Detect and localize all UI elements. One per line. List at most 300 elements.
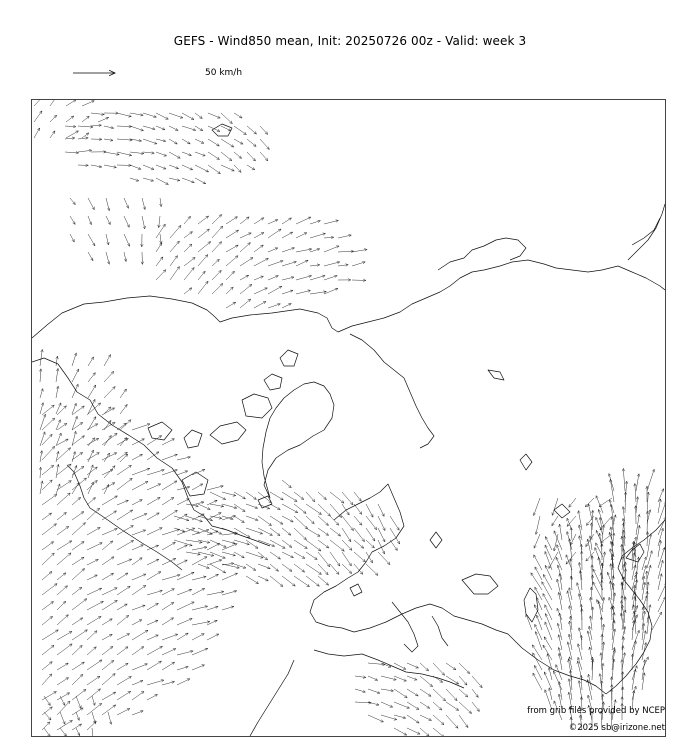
wind-arrow: [342, 552, 351, 566]
wind-arrow: [210, 564, 226, 573]
wind-arrow: [192, 484, 203, 490]
wind-arrow: [162, 575, 180, 580]
wind-arrow-head: [370, 560, 373, 563]
wind-arrow: [192, 557, 207, 565]
wind-arrow: [612, 517, 614, 535]
wind-arrow-head: [289, 218, 292, 221]
wind-arrow: [102, 573, 114, 580]
wind-arrow: [147, 572, 161, 580]
wind-arrow: [120, 420, 131, 430]
wind-arrow: [87, 647, 96, 655]
wind-arrow: [270, 516, 283, 524]
wind-arrow: [270, 552, 281, 559]
wind-arrow: [310, 276, 325, 280]
wind-arrow: [636, 474, 639, 491]
wind-arrow: [72, 557, 84, 565]
wind-arrow: [162, 454, 177, 460]
wind-arrow: [42, 692, 56, 701]
wind-arrow: [306, 540, 321, 551]
wind-arrow-head: [231, 145, 234, 148]
wind-arrow: [40, 369, 41, 382]
wind-arrow: [57, 678, 69, 685]
wind-arrow-head: [416, 707, 419, 710]
wind-arrow: [57, 493, 70, 505]
wind-arrow: [658, 540, 661, 557]
wind-arrow: [381, 702, 393, 707]
wind-arrow: [234, 552, 244, 558]
wind-arrow-head: [372, 538, 375, 541]
wind-arrow-head: [304, 546, 307, 549]
wind-arrow: [169, 113, 183, 118]
wind-arrow: [72, 674, 83, 685]
wind-arrow: [381, 715, 397, 720]
wind-arrow: [162, 634, 178, 640]
wind-arrow-head: [243, 496, 246, 499]
wind-arrow: [208, 152, 220, 160]
wind-arrow: [533, 673, 542, 690]
wind-arrow: [354, 564, 363, 574]
wind-arrow: [282, 552, 294, 558]
wind-arrow: [611, 564, 612, 581]
wind-arrow-head: [187, 141, 190, 144]
wind-arrow: [98, 117, 109, 122]
wind-arrow-head: [440, 680, 443, 683]
wind-arrow: [330, 528, 341, 536]
wind-arrow: [70, 234, 74, 242]
wind-arrow: [57, 720, 72, 730]
wind-arrow: [156, 243, 162, 252]
wind-arrow: [459, 689, 468, 697]
wind-arrow: [104, 466, 115, 478]
wind-arrow: [318, 552, 330, 567]
wind-arrow: [182, 113, 194, 120]
wind-arrow: [560, 524, 563, 540]
wind-arrow-head: [93, 385, 96, 388]
wind-arrow: [147, 635, 158, 640]
wind-arrow-head: [109, 435, 112, 438]
wind-arrow-head: [397, 527, 400, 530]
wind-arrow-head: [278, 229, 281, 232]
wind-arrow: [531, 573, 542, 590]
wind-arrow: [554, 534, 558, 551]
wind-arrow: [156, 113, 168, 119]
wind-arrow: [254, 233, 264, 239]
wind-arrow: [70, 216, 75, 224]
wind-arrow: [545, 605, 552, 620]
wind-arrow: [226, 245, 238, 252]
wind-arrow: [57, 615, 68, 625]
wind-arrow: [433, 689, 446, 701]
wind-arrow: [459, 663, 470, 674]
wind-arrow: [147, 559, 159, 565]
wind-arrow: [258, 576, 268, 581]
wind-arrow: [535, 567, 542, 580]
wind-arrow: [282, 492, 297, 502]
wind-arrow: [222, 573, 238, 580]
wind-arrow: [433, 702, 442, 710]
wind-arrow: [342, 516, 354, 531]
wind-arrow: [82, 133, 89, 138]
wind-arrow: [260, 126, 268, 134]
wind-arrow: [310, 292, 326, 294]
wind-arrow: [536, 516, 540, 535]
wind-arrow: [87, 467, 97, 475]
wind-arrow: [34, 111, 42, 122]
wind-arrow: [258, 552, 268, 560]
wind-arrow-head: [319, 512, 322, 515]
wind-arrow: [318, 528, 329, 535]
wind-arrow: [102, 692, 116, 700]
wind-arrow: [366, 540, 374, 548]
wind-arrow: [258, 540, 275, 546]
wind-arrow: [42, 630, 58, 640]
wind-arrow: [368, 676, 378, 680]
wind-arrow: [433, 728, 444, 736]
wind-arrow: [143, 139, 157, 144]
wind-arrow: [324, 288, 338, 294]
wind-arrow: [102, 705, 116, 715]
wind-arrow: [102, 646, 113, 655]
wind-arrow: [632, 630, 639, 650]
wind-arrow: [87, 588, 102, 595]
wind-arrow: [170, 241, 179, 252]
wind-arrow: [268, 220, 278, 224]
wind-arrow: [162, 481, 177, 490]
wind-arrow: [169, 139, 177, 144]
copyright-credit: ©2025 sb@irizone.net: [568, 723, 665, 733]
wind-arrow: [636, 572, 637, 591]
wind-arrow-head: [200, 128, 203, 131]
wind-arrow-head: [397, 541, 400, 544]
wind-arrow: [282, 576, 295, 586]
wind-arrow: [602, 663, 603, 680]
wind-arrow: [282, 540, 292, 547]
wind-arrow: [578, 511, 582, 530]
wind-arrow-head: [64, 423, 67, 426]
wind-arrow: [147, 591, 162, 596]
wind-arrow: [57, 693, 70, 700]
wind-arrow: [88, 465, 93, 478]
wind-arrow-head: [81, 557, 84, 560]
wind-arrow: [368, 715, 384, 722]
wind-arrow: [102, 541, 113, 550]
wind-arrow: [102, 634, 112, 640]
wind-arrow: [407, 715, 419, 723]
wind-arrow-head: [174, 142, 177, 145]
wind-arrow: [352, 249, 367, 252]
wind-arrow-head: [235, 217, 238, 220]
wind-arrow: [597, 600, 603, 613]
wind-vectors: [34, 100, 665, 736]
wind-arrow-head: [65, 663, 68, 666]
wind-arrow: [104, 484, 109, 494]
wind-arrow: [156, 152, 167, 156]
wind-arrow: [246, 564, 256, 570]
wind-arrow: [342, 504, 349, 515]
wind-arrow: [226, 230, 239, 238]
wind-arrow: [72, 523, 86, 535]
wind-arrow: [207, 574, 219, 580]
wind-arrow: [208, 113, 220, 118]
wind-arrow: [132, 530, 146, 535]
wind-arrow: [65, 126, 76, 127]
wind-arrow: [156, 270, 166, 280]
wind-arrow: [117, 647, 128, 655]
wind-arrow-head: [111, 557, 114, 560]
wind-arrow: [632, 620, 634, 640]
wind-arrow: [545, 622, 552, 640]
wind-arrow-head: [456, 708, 459, 711]
wind-arrow-head: [93, 243, 95, 246]
wind-arrow: [87, 559, 98, 565]
wind-arrow-head: [395, 548, 398, 551]
wind-arrow: [212, 215, 222, 225]
wind-arrow: [102, 496, 117, 505]
wind-arrow: [210, 492, 226, 500]
wind-arrow-head: [79, 724, 82, 727]
wind-arrow: [260, 152, 268, 161]
wind-arrow: [82, 116, 89, 122]
wind-arrow: [88, 216, 91, 225]
wind-arrow: [366, 516, 377, 530]
wind-arrow: [636, 525, 640, 546]
wind-arrow-head: [217, 157, 220, 160]
wind-arrow: [246, 504, 258, 508]
wind-arrow: [147, 484, 161, 490]
wind-arrow: [306, 528, 320, 536]
wind-arrow: [102, 483, 115, 490]
wind-arrow-head: [171, 602, 174, 605]
wind-arrow: [559, 592, 562, 610]
wind-arrow: [120, 404, 127, 414]
wind-arrow-head: [664, 583, 665, 586]
wind-arrow: [543, 594, 552, 611]
wind-arrow: [222, 544, 237, 550]
wind-arrow: [87, 575, 97, 580]
wind-arrow: [195, 126, 203, 131]
wind-arrow: [282, 480, 291, 488]
wind-arrow: [102, 557, 114, 565]
wind-arrow: [390, 540, 397, 551]
wind-arrow: [378, 516, 385, 531]
wind-arrow: [407, 663, 419, 668]
wind-arrow: [184, 288, 192, 294]
wind-arrow: [34, 128, 40, 138]
wind-arrow: [366, 552, 373, 563]
wind-arrow: [72, 662, 84, 670]
wind-arrow: [156, 257, 163, 266]
wind-arrow: [42, 645, 54, 655]
wind-arrow: [310, 233, 326, 238]
wind-arrow: [132, 664, 148, 670]
wind-arrow: [240, 243, 250, 252]
wind-arrow: [296, 233, 307, 238]
wind-arrow: [366, 528, 375, 541]
wind-arrow: [65, 152, 79, 153]
wind-arrow: [147, 620, 158, 625]
wind-arrow: [177, 589, 192, 595]
wind-arrow: [57, 406, 66, 415]
wind-arrow-head: [69, 720, 72, 723]
wind-arrow: [182, 165, 193, 170]
wind-arrow: [42, 662, 52, 670]
wind-arrow-head: [159, 661, 162, 664]
wind-arrow: [306, 552, 317, 560]
wind-arrow: [394, 663, 406, 669]
wind-arrow-head: [158, 572, 161, 575]
wind-arrow-head: [171, 618, 174, 621]
wind-arrow: [132, 558, 142, 565]
wind-arrow: [44, 712, 51, 720]
wind-arrow: [88, 252, 93, 261]
wind-arrow: [446, 663, 456, 670]
wind-arrow: [177, 514, 187, 520]
wind-arrow: [162, 649, 176, 655]
wind-arrow: [102, 600, 117, 610]
wind-arrow: [44, 728, 50, 736]
wind-arrow: [212, 242, 222, 252]
wind-arrow: [366, 504, 373, 517]
wind-arrow: [420, 663, 429, 671]
wind-arrow: [282, 528, 291, 535]
wind-arrow: [536, 632, 543, 651]
wind-arrow: [120, 454, 128, 462]
wind-arrow: [306, 576, 319, 586]
wind-arrow: [88, 373, 95, 382]
wind-arrow: [588, 504, 592, 520]
wind-arrow-head: [69, 541, 72, 544]
wind-arrow-head: [256, 581, 259, 584]
wind-arrow: [70, 198, 75, 205]
wind-arrow: [72, 618, 83, 625]
wind-arrow: [647, 511, 648, 535]
map-title: GEFS - Wind850 mean, Init: 20250726 00z - Valid: week 3: [173, 34, 527, 48]
wind-arrow: [381, 689, 394, 691]
wind-arrow-head: [415, 693, 418, 696]
wind-arrow: [592, 607, 593, 620]
wind-arrow: [57, 586, 68, 595]
wind-arrow: [156, 178, 168, 185]
wind-arrow: [394, 676, 406, 681]
wind-arrow: [117, 500, 128, 505]
wind-arrow-head: [68, 481, 71, 484]
wind-arrow: [182, 139, 190, 144]
wind-arrow: [195, 113, 202, 119]
wind-arrow: [221, 165, 234, 171]
wind-arrow: [366, 564, 378, 575]
wind-arrow: [42, 616, 53, 625]
wind-arrow: [76, 696, 81, 708]
wind-arrow: [221, 139, 234, 147]
wind-arrow: [270, 528, 280, 536]
wind-arrow: [72, 483, 79, 495]
wind-arrow: [556, 557, 562, 570]
wind-arrow-head: [159, 436, 162, 439]
wind-arrow-head: [269, 523, 272, 526]
wind-arrow: [459, 702, 472, 714]
wind-arrow: [184, 268, 194, 281]
wind-arrow-head: [130, 510, 133, 513]
wind-arrow: [174, 540, 192, 546]
wind-arrow: [104, 355, 111, 366]
wind-arrow-head: [252, 167, 255, 170]
wind-arrow: [177, 572, 194, 580]
wind-arrow: [132, 424, 150, 430]
wind-arrow: [147, 694, 158, 700]
wind-arrow: [117, 526, 133, 536]
reference-arrow-label: 50 km/h: [205, 68, 243, 78]
wind-arrow: [198, 229, 209, 238]
wind-arrow: [246, 516, 258, 520]
wind-arrow: [132, 630, 148, 640]
wind-arrow: [87, 403, 101, 415]
wind-arrow: [636, 514, 639, 535]
wind-arrow: [192, 469, 205, 475]
wind-arrow: [162, 542, 175, 550]
wind-arrow: [102, 674, 115, 686]
wind-arrow: [40, 467, 41, 478]
wind-arrow-head: [349, 563, 352, 566]
wind-arrow: [537, 615, 542, 630]
data-source-credit: from grib files provided by NCEP: [527, 706, 665, 716]
wind-arrow: [42, 405, 54, 415]
wind-arrow: [294, 576, 310, 587]
wind-arrow: [221, 152, 232, 161]
wind-arrow: [42, 707, 52, 715]
wind-arrow: [192, 514, 204, 520]
wind-arrow: [147, 513, 159, 520]
wind-arrow: [132, 711, 143, 715]
wind-arrow: [87, 601, 103, 610]
wind-arrow-head: [69, 644, 72, 647]
wind-arrow: [169, 126, 178, 131]
wind-arrow: [570, 670, 572, 690]
wind-arrow: [254, 258, 268, 266]
wind-arrow: [87, 616, 101, 625]
wind-arrow: [88, 385, 96, 398]
wind-arrow: [87, 438, 99, 445]
wind-arrow: [647, 616, 649, 634]
wind-arrow: [559, 653, 562, 670]
wind-arrow: [104, 435, 111, 446]
wind-arrow: [472, 676, 482, 688]
wind-arrow: [182, 152, 192, 156]
wind-arrow: [177, 633, 188, 640]
wind-arrow: [132, 605, 145, 610]
wind-arrow: [354, 504, 362, 514]
wind-arrow: [132, 691, 144, 700]
wind-arrow: [195, 165, 209, 172]
wind-arrow: [234, 139, 243, 144]
wind-arrow: [420, 676, 433, 687]
wind-arrow: [42, 602, 54, 611]
wind-arrow-head: [156, 452, 159, 455]
wind-arrow: [147, 603, 158, 610]
wind-arrow: [184, 244, 192, 252]
wind-arrow: [613, 583, 614, 601]
wind-arrow: [87, 498, 96, 506]
wind-arrow: [162, 529, 180, 535]
wind-arrow: [66, 100, 76, 106]
wind-arrow-head: [261, 218, 264, 221]
wind-arrow: [170, 267, 180, 281]
wind-arrow: [306, 564, 322, 574]
wind-arrow: [72, 630, 87, 640]
wind-arrow: [208, 139, 219, 146]
wind-arrow: [268, 248, 278, 252]
wind-arrow: [198, 281, 208, 294]
wind-arrow-head: [552, 523, 555, 526]
